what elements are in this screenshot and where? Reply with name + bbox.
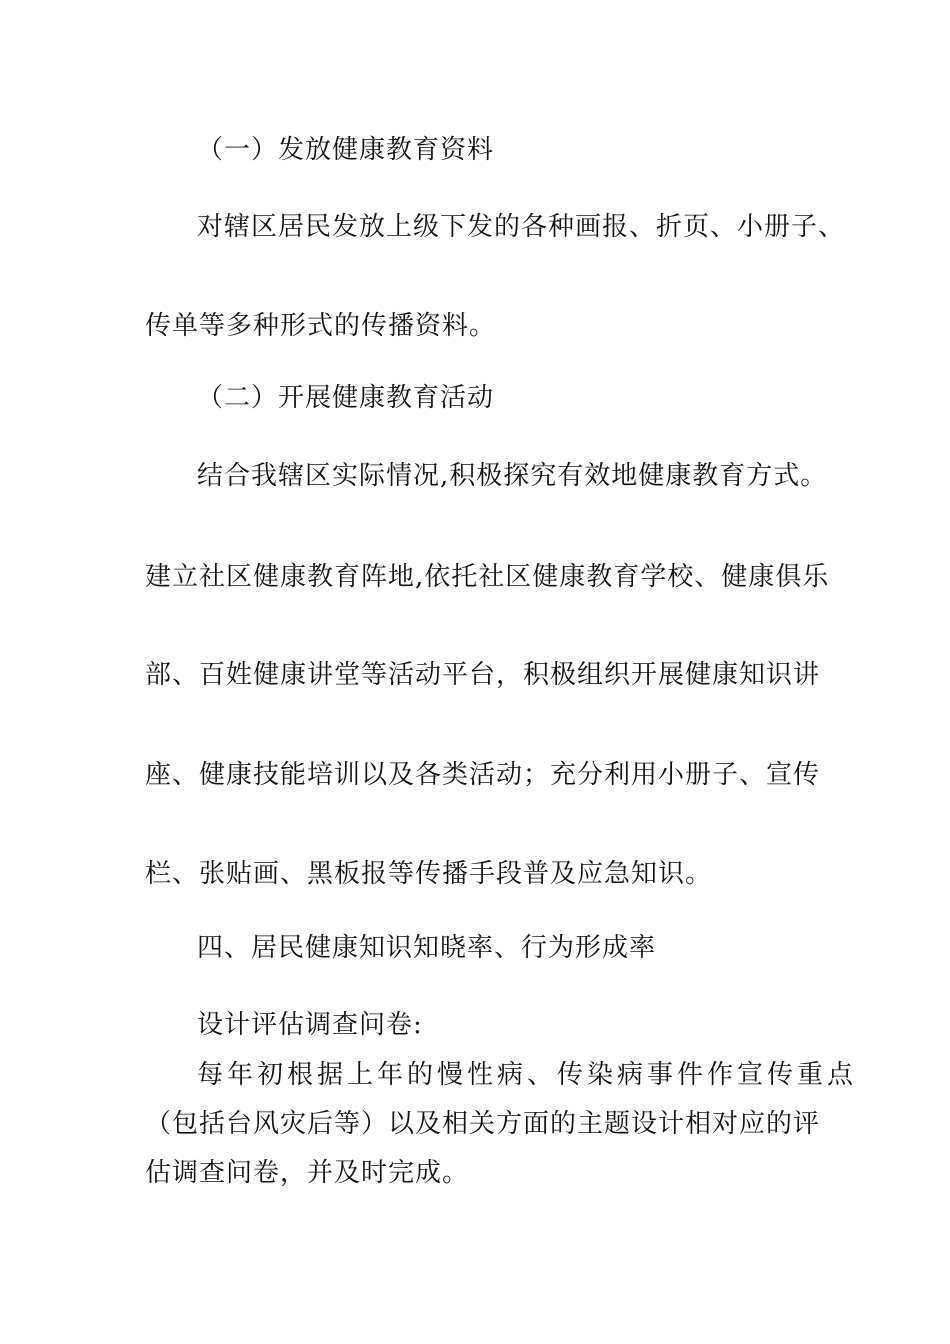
section-heading-1: （一）发放健康教育资料 — [197, 135, 495, 165]
section-heading-2: （二）开展健康教育活动 — [197, 383, 495, 413]
paragraph-line: 估调查问卷，并及时完成。 — [145, 1158, 470, 1188]
paragraph-line: （包括台风灾后等）以及相关方面的主题设计相对应的评 — [145, 1109, 821, 1139]
paragraph-line: 对辖区居民发放上级下发的各种画报、折页、小册子、 — [197, 212, 846, 242]
section-heading-4: 四、居民健康知识知晓率、行为形成率 — [197, 933, 657, 963]
paragraph-line: 栏、张贴画、黑板报等传播手段普及应急知识。 — [145, 859, 713, 889]
paragraph-line: 结合我辖区实际情况,积极探究有效地健康教育方式。 — [197, 461, 828, 491]
paragraph-line: 设计评估调查问卷: — [197, 1010, 423, 1040]
paragraph-line: 部、百姓健康讲堂等活动平台，积极组织开展健康知识讲 — [145, 660, 821, 690]
paragraph-line: 传单等多种形式的传播资料。 — [145, 311, 497, 341]
paragraph-line: 座、健康技能培训以及各类活动；充分利用小册子、宣传 — [145, 760, 821, 790]
paragraph-line: 每年初根据上年的慢性病、传染病事件作宣传重点 — [197, 1060, 858, 1090]
paragraph-line: 建立社区健康教育阵地,依托社区健康教育学校、健康俱乐 — [145, 562, 830, 592]
